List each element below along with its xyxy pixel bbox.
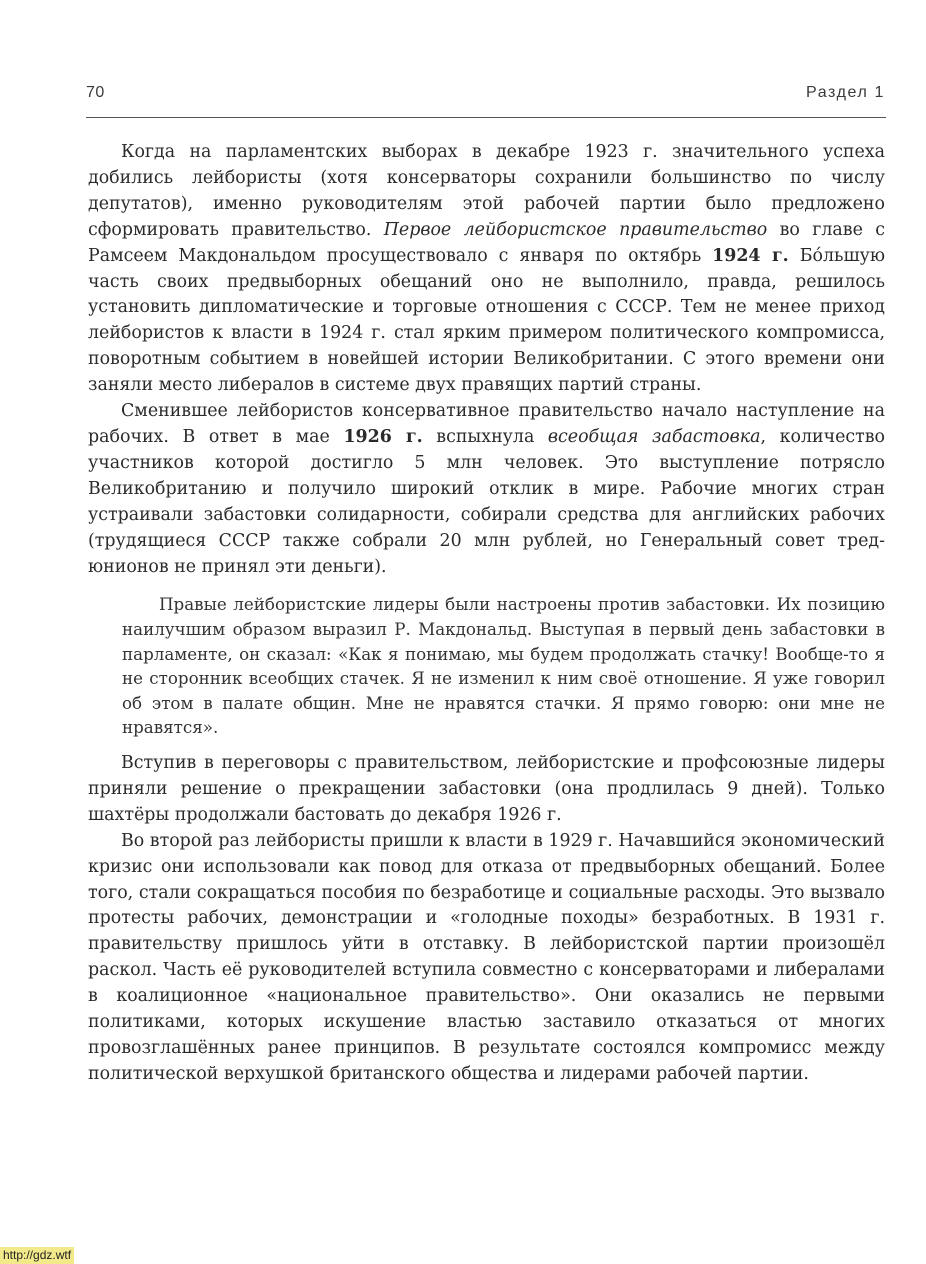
emphasis-term: всеобщая забастовка xyxy=(547,426,761,447)
text-segment: вспыхнула xyxy=(422,426,548,447)
paragraph-strike-end: Вступив в переговоры с правительством, лейбористские и профсоюзные лидеры приняли решение о прекращении забастовки (она продлилась 9 дней). Только шахтёры продолжали бастовать до декабря 1926 г. xyxy=(88,752,885,825)
bold-date: 1926 г. xyxy=(343,426,423,447)
paragraph-general-strike xyxy=(88,399,885,580)
paragraph-first-labour-government xyxy=(88,140,885,399)
text-segment: во главе с Рамсеем Макдональдом просуществовало с января по октябрь xyxy=(88,219,885,266)
text-segment: , количество участников которой достигло 5 млн человек. Это выступление потрясло Великобританию и получило широкий отклик в мире. Рабочие многих стран устраивали забастовки солидарности, собирали средства для английских рабочих (трудящиеся СССР также собрали 20 млн рублей, но Генеральный совет тред-юнионов не принял эти деньги). xyxy=(88,426,885,577)
section-label: Раздел 1 xyxy=(805,84,885,101)
paragraph-second-labour-government: Во второй раз лейбористы пришли к власти в 1929 г. Начавшийся экономический кризис они использовали как повод для отказа от предвыборных обещаний. Более того, стали сокращаться пособия по безработице и социальные расходы. Это вызвало протесты рабочих, демонстрации и «голодные походы» безработных. В 1931 г. правительству пришлось уйти в отставку. В лейбористской партии произошёл раскол. Часть её руководителей вступила совместно с консерваторами и либералами в коалиционное «национальное правительство». Они оказались не первыми политиками, которых искушение властью заставило отказаться от многих провозглашённых ранее принципов. В результате состоялся компромисс между политической верхушкой британского общества и лидерами рабочей партии. xyxy=(88,830,885,1084)
header-divider xyxy=(86,117,886,118)
text-segment: Бо́льшую часть своих предвыборных обещаний оно не выполнило, правда, решилось установить дипломатические и торговые отношения с СССР. Тем не менее приход лейбористов к власти в 1924 г. стал ярким примером политического компромисса, поворотным событием в новейшей истории Великобритании. С этого времени они заняли место либералов в системе двух правящих партий страны. xyxy=(88,245,886,396)
bold-date: 1924 г. xyxy=(712,245,789,266)
page-header xyxy=(86,84,885,106)
text-segment: Сменившее лейбористов консервативное правительство начало наступление на рабочих. В ответ в мае xyxy=(88,401,885,447)
text-segment: Когда на парламентских выборах в декабре 1923 г. значительного успеха добились лейбористы (хотя консерваторы сохранили большинство по числу депутатов), именно руководителям этой рабочей партии было предложено сформировать правительство. xyxy=(88,142,885,240)
page-number: 70 xyxy=(86,84,105,101)
emphasis-term: Первое лейбористское правительство xyxy=(383,219,768,240)
watermark-link[interactable]: http://gdz.wtf xyxy=(0,1247,74,1264)
quote-block-macdonald: Правые лейбористские лидеры были настроены против забастовки. Их позицию наилучшим образом выразил Р. Макдональд. Выступая в первый день забастовки в парламенте, он сказал: «Как я понимаю, мы будем продолжать стачку! Вообще-то я не сторонник всеобщих стачек. Я не изменил к ним своё отношение. Я уже говорил об этом в палате общин. Мне не нравятся стачки. Я прямо говорю: они мне не нравятся». xyxy=(122,594,885,738)
page-body xyxy=(88,140,885,1088)
